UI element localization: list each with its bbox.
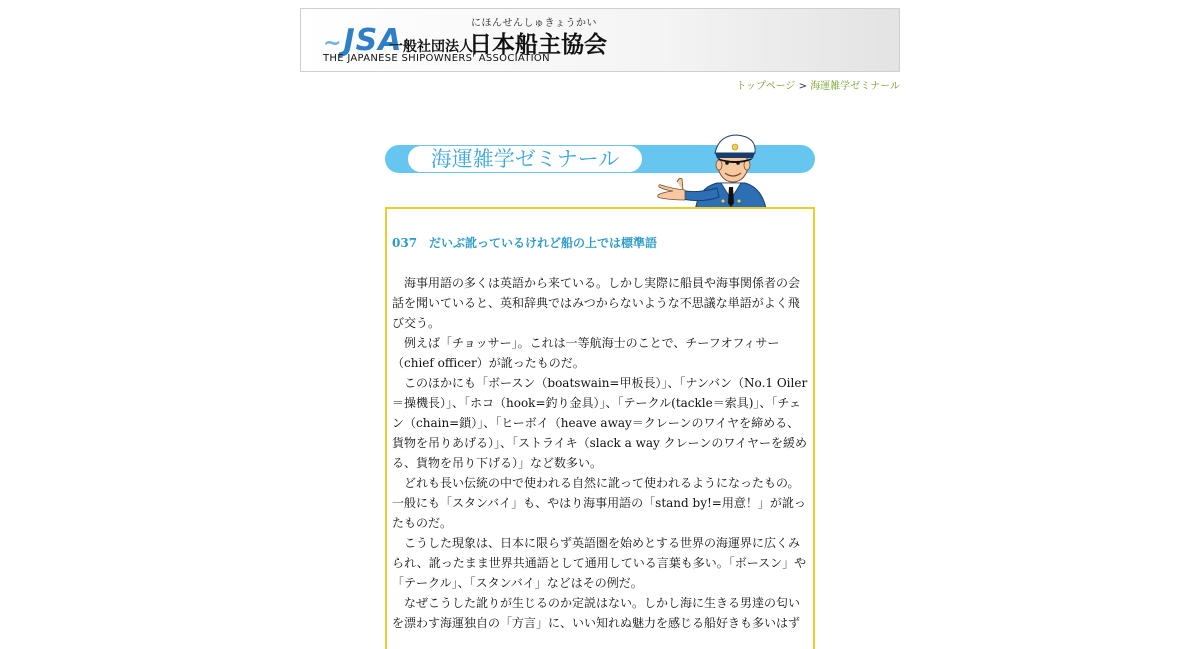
breadcrumb — [736, 77, 900, 92]
ship-captain-illustration-icon — [655, 133, 780, 213]
article-paragraph: こうした現象は、日本に限らず英語圏を始めとする世界の海運界に広くみられ、訛ったまま世界共通語として通用している言葉も多い。「ボースン」や「テークル」、「スタンバイ」などはその例だ。 — [392, 536, 807, 590]
logo-mark: JSA — [343, 23, 403, 58]
logo-org-name-english: THE JAPANESE SHIPOWNERS' ASSOCIATION — [323, 53, 550, 64]
breadcrumb-separator: > — [798, 81, 807, 92]
breadcrumb-home-link[interactable]: トップページ — [736, 81, 796, 92]
article-paragraph: このほかにも「ボースン（boatswain=甲板長）」、「ナンバン（No.1 Oiler＝操機長）」、「ホコ（hook=釣り金具）」、「テークル(tackle＝索具)」、「チェン（chain=鎖）」、「ヒーボイ（heave away＝クレーンのワイヤを締める、貨物を吊りあげる）」、「ストライキ（slack a way クレーンのワイヤーを緩める、貨物を吊り下げる）」など数多い。 — [392, 376, 808, 470]
logo-corp-type: 一般社団法人 — [389, 39, 473, 55]
article-box — [385, 207, 815, 649]
article-body — [392, 273, 808, 633]
article-paragraph: 例えば「チョッサー」。これは一等航海士のことで、チーフオフィサー（chief officer）が訛ったものだ。 — [392, 336, 780, 370]
breadcrumb-current-link[interactable]: 海運雑学ゼミナール — [810, 81, 900, 92]
article-title: 037 だいぶ訛っているけれど船の上では標準語 — [392, 236, 658, 250]
logo-org-name: 日本船主協会 — [469, 32, 607, 58]
swoosh-icon: ~ — [323, 31, 343, 56]
logo-name-kana: にほんせんしゅきょうかい — [471, 18, 597, 29]
article-paragraph: 海事用語の多くは英語から来ている。しかし実際に船員や海事関係者の会話を聞いていると、英和辞典ではみつからないような不思議な単語がよく飛び交う。 — [392, 276, 801, 330]
site-header — [300, 8, 900, 72]
article-paragraph: どれも長い伝統の中で使われる自然に訛って使われるようになったもの。一般にも「スタンバイ」も、やはり海事用語の「stand by!=用意！」が訛ったものだ。 — [392, 476, 806, 530]
article-paragraph: なぜこうした訛りが生じるのか定説はない。しかし海に生きる男達の匂いを漂わす海運独自の「方言」に、いい知れぬ魅力を感じる船好きも多いはず — [392, 596, 801, 630]
banner-title: 海運雑学ゼミナール — [407, 145, 643, 173]
